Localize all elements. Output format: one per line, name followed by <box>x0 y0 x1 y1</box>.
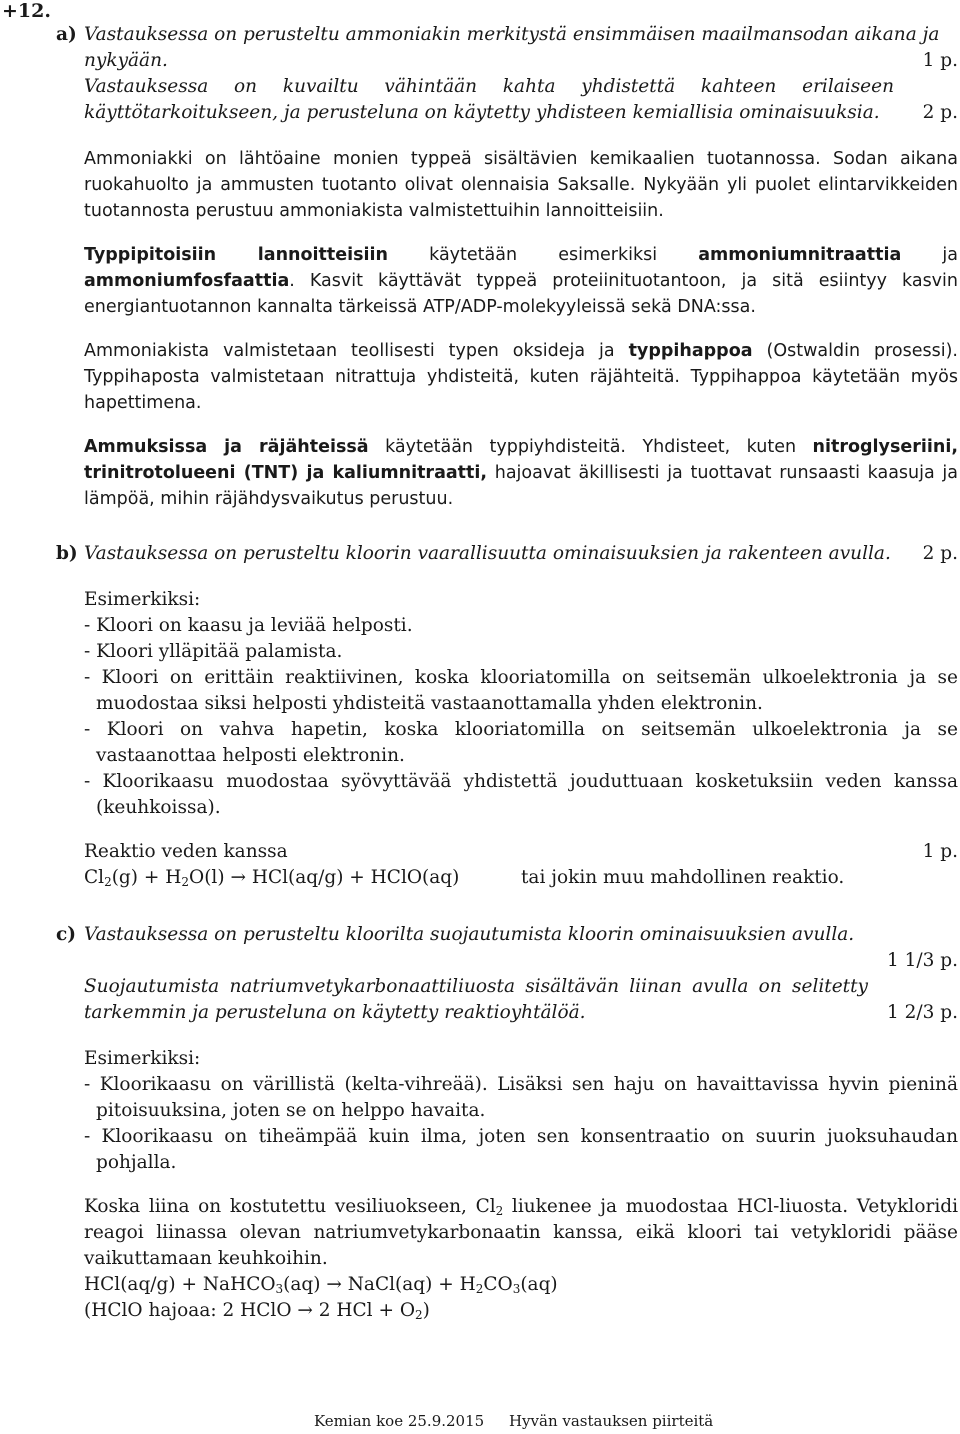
decomposition-equation: (HClO hajoaa: 2 HClO → 2 HCl + $O_2$) <box>84 1300 430 1322</box>
neutralization-equation: HCl(aq/g) + NaHCO$_3$(aq) → NaCl(aq) + $H_2CO_3(aq)$ <box>84 1274 558 1296</box>
list-item: - Kloori on kaasu ja leviää helposti. <box>84 615 413 636</box>
text-span: ja <box>901 245 959 265</box>
reaction-row-equation <box>84 865 958 891</box>
examples-label-b: Esimerkiksi: <box>84 589 201 610</box>
keyword-explosives: Ammuksissa ja räjähteissä <box>84 437 369 457</box>
text-span: (Ostwaldin prosessi). Typpihaposta valmistetaan nitrattuja yhdisteitä, kuten räjähteitä. Typpihappoa käytetään myös hapettimena. <box>84 341 958 413</box>
keyword-nitric-acid: typpihappoa <box>628 341 753 361</box>
criterion-c2 <box>84 974 958 1026</box>
criterion-c1-points: 1 1/3 p. <box>886 950 958 971</box>
reaction-note: tai jokin muu mahdollinen reaktio. <box>521 867 845 888</box>
keyword-ammonium-nitrate: ammoniumnitraattia <box>698 245 902 265</box>
criterion-b1-points: 2 p. <box>922 543 958 564</box>
text-span: liukenee ja muodostaa HCl-liuosta. Vetykloridi reagoi liinassa olevan natriumvetykarbonaatin kanssa, eikä kloori tai vetykloridi pääse vaikuttamaan keuhkoihin. <box>84 1196 958 1269</box>
ammonia-paragraph-2 <box>84 242 958 320</box>
criterion-c1-row <box>84 948 958 974</box>
ammonia-paragraph-4 <box>84 434 958 512</box>
keyword-fertilizers: Typpipitoisiin lannoitteisiin <box>84 245 388 265</box>
list-item: - Kloori ylläpitää palamista. <box>84 641 343 662</box>
section-a <box>84 22 958 512</box>
keyword-ammonium-phosphate: ammoniumfosfaattia <box>84 271 290 291</box>
footer-title: Hyvän vastauksen piirteitä <box>508 1412 714 1430</box>
section-c <box>84 922 958 1324</box>
neutralization-paragraph: Koska liina on kostutettu vesiliuokseen, $Cl_2$ liukenee ja muodostaa HCl-liuosta. Vetykloridi reagoi liinassa olevan natriumvetykarbonaatin kanssa, eikä kloori tai vetykloridi pääse vaikuttamaan keuhkoihin. <box>84 1196 958 1269</box>
reaction-row-label <box>84 839 958 865</box>
examples-label-c: Esimerkiksi: <box>84 1048 201 1069</box>
criterion-b1 <box>84 541 958 567</box>
criterion-a2-text: Vastauksessa on kuvailtu vähintään kahta yhdistettä kahteen erilaiseen käyttötarkoitukseen, ja perusteluna on käytetty yhdisteen kemiallisia ominaisuuksia. <box>84 76 894 123</box>
list-item: - Kloorikaasu muodostaa syövyttävää yhdistettä jouduttuaan kosketuksiin veden kanssa (keuhkoissa). <box>84 771 958 818</box>
list-item: - Kloori on vahva hapetin, koska klooriatomilla on seitsemän ulkoelektronia ja se vastaanottaa helposti elektronin. <box>84 719 958 766</box>
list-item: - Kloori on erittäin reaktiivinen, koska klooriatomilla on seitsemän ulkoelektronia ja se muodostaa siksi helposti yhdisteitä vastaanottamalla yhden elektronin. <box>84 667 958 714</box>
question-number: +12. <box>2 0 51 22</box>
section-b-label: b) <box>56 543 78 564</box>
page-footer <box>314 1408 733 1434</box>
criterion-a1-points: 1 p. <box>922 50 958 71</box>
text-span: Koska liina on kostutettu vesiliuokseen, Cl <box>84 1196 496 1217</box>
text-span: käytetään typpiyhdisteitä. Yhdisteet, kuten <box>368 437 813 457</box>
criterion-a2 <box>84 74 958 126</box>
list-item: - Kloorikaasu on tiheämpää kuin ilma, joten sen konsentraatio on suurin juoksuhaudan pohjalla. <box>84 1126 958 1173</box>
criterion-c2-points: 1 2/3 p. <box>886 1002 958 1023</box>
section-a-label: a) <box>56 24 77 45</box>
reaction-points: 1 p. <box>922 841 958 862</box>
text-span: . Kasvit käyttävät typpeä proteiinituotantoon, ja sitä esiintyy kasvin energiantuotannon kannalta tärkeissä ATP/ADP-molekyyleissä sekä DNA:ssa. <box>84 271 958 317</box>
section-b <box>84 541 958 891</box>
text-span: käytetään esimerkiksi <box>388 245 699 265</box>
reaction-label: Reaktio veden kanssa <box>84 841 288 862</box>
keyword-compounds: nitroglyseriini, trinitrotolueeni (TNT) ja kaliumnitraatti, <box>84 437 958 483</box>
reaction-equation: $Cl_2(g) + H_2O(l) \to HCl(aq/g)$ + HClO(aq) <box>84 867 460 889</box>
criterion-a1 <box>84 22 958 74</box>
criterion-a1-text: Vastauksessa on perusteltu ammoniakin merkitystä ensimmäisen maailmansodan aikana ja nykyään. <box>84 24 940 71</box>
list-item: - Kloorikaasu on värillistä (kelta-vihreää). Lisäksi sen haju on havaittavissa hyvin pieninä pitoisuuksina, joten se on helppo havaita. <box>84 1074 958 1121</box>
footer-exam: Kemian koe 25.9.2015 <box>314 1412 485 1430</box>
criterion-b1-text: Vastauksessa on perusteltu kloorin vaarallisuutta ominaisuuksien ja rakenteen avulla. <box>84 543 891 564</box>
section-c-label: c) <box>56 924 77 945</box>
criterion-c1-text: Vastauksessa on perusteltu kloorilta suojautumista kloorin ominaisuuksien avulla. <box>84 924 855 945</box>
criterion-a2-points: 2 p. <box>922 102 958 123</box>
ammonia-paragraph-3 <box>84 338 958 416</box>
text-span: hajoavat äkillisesti ja tuottavat runsaasti kaasuja ja lämpöä, mihin räjähdysvaikutus perustuu. <box>84 463 958 509</box>
criterion-c2-text: Suojautumista natriumvetykarbonaattiliuosta sisältävän liinan avulla on selitetty tarkemmin ja perusteluna on käytetty reaktioyhtälöä. <box>84 976 868 1023</box>
text-span: Ammoniakista valmistetaan teollisesti typen oksideja ja <box>84 341 629 361</box>
ammonia-paragraph-1: Ammoniakki on lähtöaine monien typpeä sisältävien kemikaalien tuotannossa. Sodan aikana ruokahuolto ja ammusten tuotanto olivat olennaisia Saksalle. Nykyään yli puolet elintarvikkeiden tuotannosta perustuu ammoniakista valmistettuihin lannoitteisiin. <box>84 149 958 221</box>
